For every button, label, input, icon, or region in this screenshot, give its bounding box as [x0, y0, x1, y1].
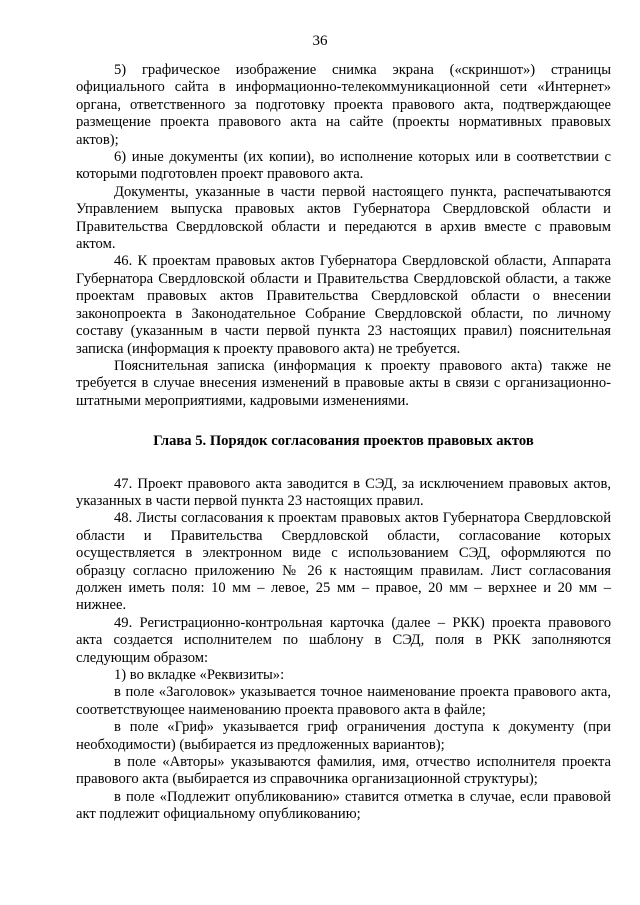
paragraph-48: 48. Листы согласования к проектам правовых актов Губернатора Свердловской области и Правительства Свердловской области, согласование которых осуществляется в электронном виде с использованием СЭД, оформляются по образцу согласно приложению № 26 к настоящим правилам. Лист согласования должен иметь поля: 10 мм – левое, 25 мм – правое, 20 мм – верхнее и 20 мм – нижнее.	[76, 510, 611, 614]
paragraph-field-grif: в поле «Гриф» указывается гриф ограничения доступа к документу (при необходимости) (выбирается из предложенных вариантов);	[76, 719, 611, 753]
page-number: 36	[312, 33, 328, 49]
paragraph-item-6: 6) иные документы (их копии), во исполнение которых или в соответствии с которыми подготовлен проект правового акта.	[76, 149, 611, 183]
paragraph-49: 49. Регистрационно-контрольная карточка (далее – РКК) проекта правового акта создается исполнителем по шаблону в СЭД, поля в РКК заполняются следующим образом:	[76, 614, 611, 666]
paragraph-field-publish: в поле «Подлежит опубликованию» ставится отметка в случае, если правовой акт подлежит официальному опубликованию;	[76, 788, 611, 823]
paragraph-requisites-tab: 1) во вкладке «Реквизиты»:	[114, 667, 285, 683]
chapter-heading: Глава 5. Порядок согласования проектов правовых актов	[153, 433, 534, 450]
paragraph-item-5: 5) графическое изображение снимка экрана («скриншот») страницы официального сайта в информационно-телекоммуникационной сети «Интернет» органа, ответственного за подготовку проекта правового акта, подтверждающее размещение проекта правового акта на сайте (проекты нормативных правовых актов);	[76, 62, 611, 148]
paragraph-47: 47. Проект правового акта заводится в СЭД, за исключением правовых актов, указанных в части первой пункта 23 настоящих правил.	[76, 475, 611, 509]
paragraph-explanatory-note: Пояснительная записка (информация к проекту правового акта) также не требуется в случае внесения изменений в правовые акты в связи с организационно-штатными мероприятиями, кадровыми изменениями.	[76, 357, 611, 409]
paragraph-46: 46. К проектам правовых актов Губернатора Свердловской области, Аппарата Губернатора Свердловской области и Правительства Свердловской области, а также проектам правовых актов Правительства Свердловской области о внесении законопроекта в Законодательное Собрание Свердловской области, по личному составу (указанным в части первой пункта 23 настоящих правил) пояснительная записка (информация к проекту правового акта) не требуется.	[76, 253, 611, 357]
document-body	[76, 62, 611, 824]
paragraph-documents-archive: Документы, указанные в части первой настоящего пункта, распечатываются Управлением выпуска правовых актов Губернатора Свердловской области и Правительства Свердловской области и передаются в архив вместе с правовым актом.	[76, 183, 611, 253]
paragraph-field-title: в поле «Заголовок» указывается точное наименование проекта правового акта, соответствующее наименованию проекта правового акта в файле;	[76, 684, 611, 718]
paragraph-field-authors: в поле «Авторы» указываются фамилия, имя, отчество исполнителя проекта правового акта (выбирается из справочника организационной структуры);	[76, 754, 611, 788]
